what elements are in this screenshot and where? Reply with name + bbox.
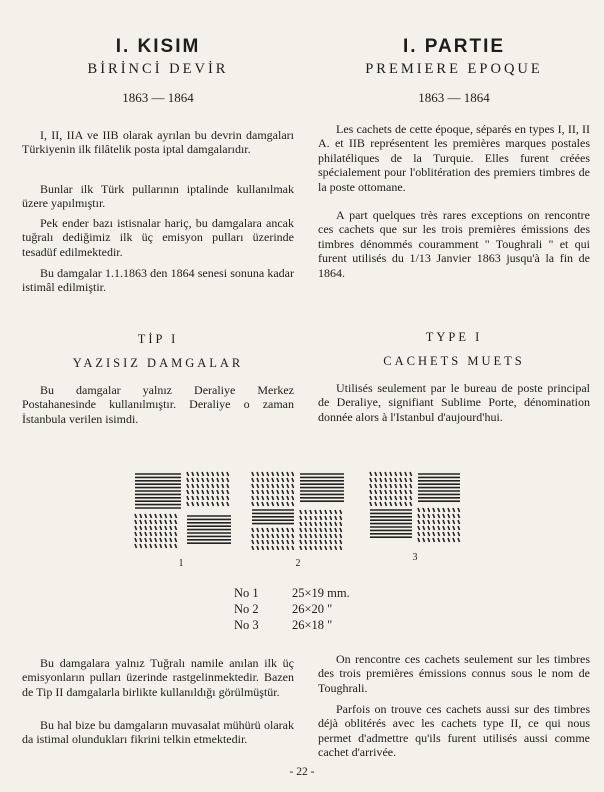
- right-type-title: TYPE I: [425, 330, 483, 344]
- dimension-row: [234, 617, 384, 633]
- left-bottom-paragraph: Bu hal bize bu damgaların muvasalat mühürü olarak da istimal olundukları fikrini telkin etmektedir.: [22, 718, 294, 747]
- left-column: [22, 0, 294, 792]
- stamp-1-pattern: [133, 470, 235, 550]
- dimension-row: [234, 601, 384, 617]
- dimension-label: No 2: [234, 602, 259, 616]
- right-subheading: PREMIERE EPOQUE: [365, 61, 543, 77]
- left-years: 1863 — 1864: [122, 90, 194, 105]
- dimension-value: 25×19 mm.: [292, 586, 350, 600]
- stamp-2-pattern: [250, 470, 346, 550]
- left-bottom-paragraph: Bu damgalara yalnız Tuğralı namile anılan ilk üç emisyonların pulları üzerinde rastgelinmektedir. Bazen de Tip II damgalarla birlikte kullanıldığı görülmüştür.: [22, 656, 294, 699]
- left-type-paragraph: Bu damgalar yalnız Deraliye Merkez Postahanesinde kullanılmıştır. Deraliye o zaman İstanbula verilen isimdi.: [22, 383, 294, 426]
- dimension-label: No 1: [234, 586, 259, 600]
- right-column: [318, 0, 590, 792]
- left-paragraph: Bu damgalar 1.1.1863 den 1864 senesi sonuna kadar istimâl edilmiştir.: [22, 266, 294, 295]
- stamp-illustrations: [0, 470, 604, 580]
- stamp-1-image: [133, 470, 235, 550]
- left-type-title: TİP I: [137, 332, 179, 346]
- right-type-paragraph: Utilisés seulement par le bureau de poste principal de Deraliye, signifiant Sublime Porte, dénomination donnée alors à l'Istanbul d'aujourd'hui.: [318, 381, 590, 424]
- left-paragraph: I, II, IIA ve IIB olarak ayrılan bu devrin damgaları Türkiyenin ilk filâtelik posta iptal damgalarıdır.: [22, 128, 294, 157]
- stamp-3-label: 3: [412, 552, 418, 563]
- stamp-dimensions: [234, 585, 384, 633]
- left-paragraph: Bunlar ilk Türk pullarının iptalinde kullanılmak üzere yapılmıştır.: [22, 182, 294, 211]
- stamp-3-pattern: [368, 470, 462, 544]
- right-paragraph: Les cachets de cette époque, séparés en types I, II, II A. et IIB représentent les premières marques postales philatéliques de la Turquie. Elles furent créées spécialement pour l'oblitération des premiers timbres de la poste ottomane.: [318, 122, 590, 194]
- dimension-value: 26×18 ": [292, 618, 333, 632]
- left-type-subtitle: YAZISIZ DAMGALAR: [72, 356, 244, 370]
- stamp-2-label: 2: [295, 558, 301, 569]
- left-subheading: BİRİNCİ DEVİR: [87, 61, 229, 77]
- right-years: 1863 — 1864: [418, 90, 490, 105]
- right-bottom-paragraph: Parfois on trouve ces cachets aussi sur des timbres déjà oblitérés avec les cachets type II, ce qui nous permet d'admettre qu'ils furent utilisés aussi comme cachet d'arrivée.: [318, 702, 590, 760]
- right-type-subtitle: CACHETS MUETS: [383, 354, 525, 368]
- dimension-label: No 3: [234, 618, 259, 632]
- left-heading: I. KISIM: [115, 36, 201, 57]
- stamp-3-image: [368, 470, 462, 544]
- right-heading: I. PARTIE: [402, 36, 506, 57]
- left-paragraph: Pek ender bazı istisnalar hariç, bu damgalara ancak tuğralı dediğimiz ilk üç emisyon pulları üzerinde tesadüf edilmektedir.: [22, 216, 294, 259]
- right-bottom-paragraph: On rencontre ces cachets seulement sur les timbres des trois premières émissions connus sous le nom de Toughrali.: [318, 652, 590, 695]
- page-number: - 22 -: [289, 766, 315, 778]
- stamp-1-label: 1: [178, 558, 184, 569]
- right-paragraph: A part quelques très rares exceptions on rencontre ces cachets que sur les trois premières émissions des timbres dénommés couramment " Toughrali " et qui furent utilisés du 1/13 Janvier 1863 jusqu'à la fin de 1864.: [318, 208, 590, 280]
- stamp-2-image: [250, 470, 346, 550]
- dimension-row: [234, 585, 384, 601]
- dimension-value: 26×20 ": [292, 602, 333, 616]
